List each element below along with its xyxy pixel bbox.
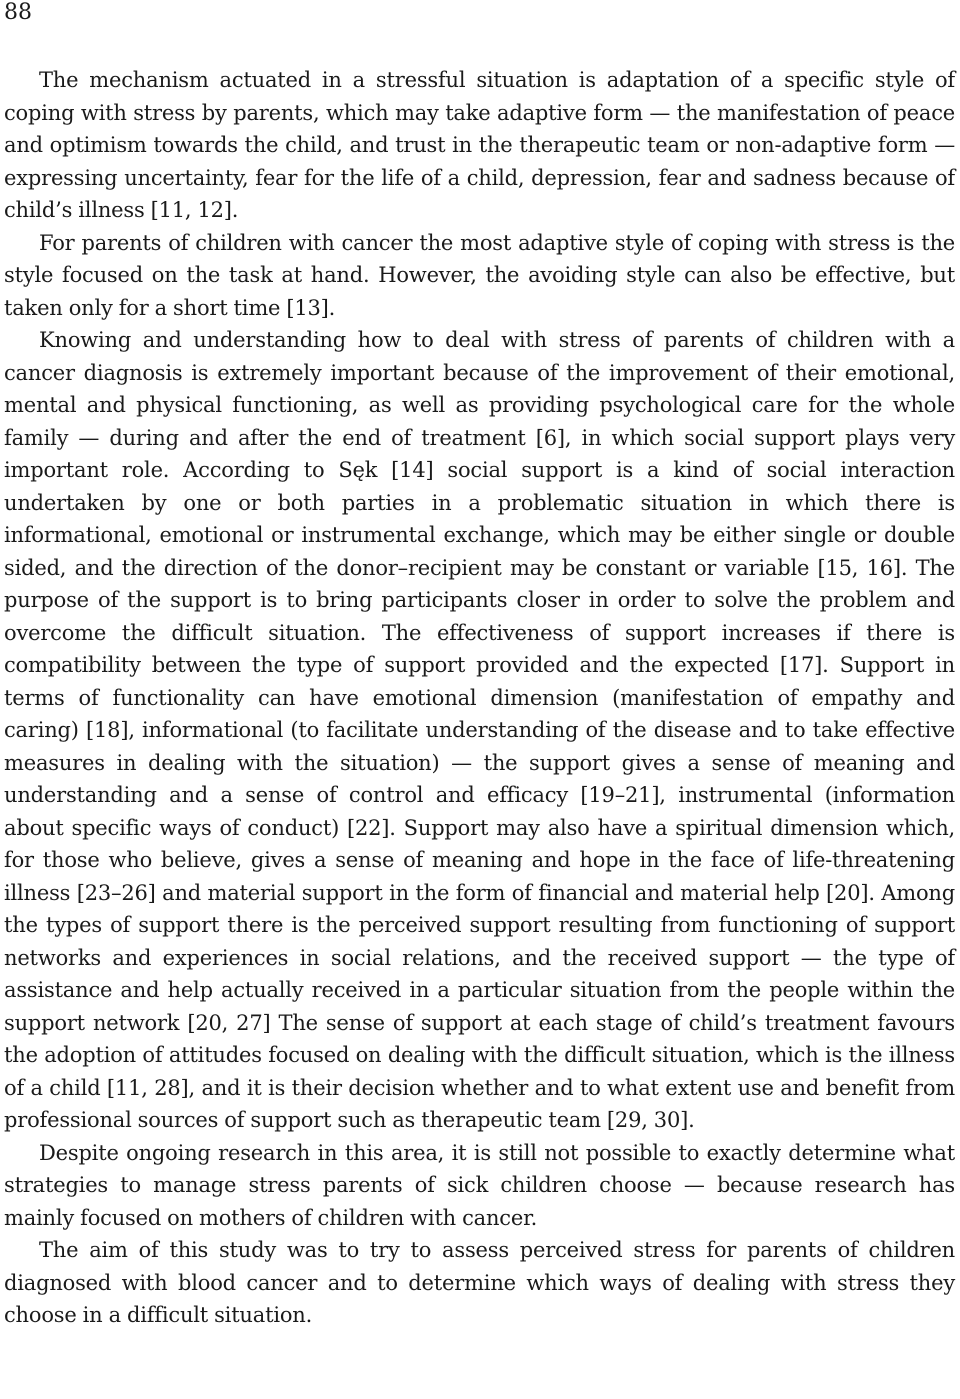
paragraph-adaptive-style: For parents of children with cancer the most adaptive style of coping with stress is the style focused on the task at hand. However, the avoiding style can also be effective, but taken only for a short time [13].	[4, 230, 955, 320]
paragraph-study-aim: The aim of this study was to try to assess perceived stress for parents of children diagnosed with blood cancer and to determine which ways of dealing with stress they choose in a difficult situation.	[4, 1238, 955, 1327]
paragraph-coping-mechanism: The mechanism actuated in a stressful situation is adaptation of a specific style of coping with stress by parents, which may take adaptive form — the manifestation of peace and optimism towards the child, and trust in the therapeutic team or non-adaptive form — expressing uncertainty, fear for the life of a child, depression, fear and sadness because of child’s illness [11, 12].	[4, 68, 955, 222]
paragraph-research-gap: Despite ongoing research in this area, it is still not possible to exactly determine what strategies to manage stress parents of sick children choose — because research has mainly focused on mothers of children with cancer.	[4, 1140, 955, 1230]
paragraph-social-support: Knowing and understanding how to deal with stress of parents of children with a cancer diagnosis is extremely important because of the improvement of their emotional, mental and physical functioning, as well as providing psychological care for the whole family — during and after the end of treatment [6], in which social support plays very important role. According to Sęk [14] social support is a kind of social interaction undertaken by one or both parties in a problematic situation in which there is informational, emotional or instrumental exchange, which may be either single or double sided, and the direction of the donor–recipient may be constant or variable [15, 16]. The purpose of the support is to bring participants closer in order to solve the problem and overcome the difficult situation. The effectiveness of support increases if there is compatibility between the type of support provided and the expected [17]. Support in terms of functionality can have emotional dimension (manifestation of empathy and caring) [18], informational (to facilitate understanding of the disease and to take effective measures in dealing with the situation) — the support gives a sense of meaning and understanding and a sense of control and efficacy [19–21], instrumental (information about specific ways of conduct) [22]. Support may also have a spiritual dimension which, for those who believe, gives a sense of meaning and hope in the face of life-threatening illness [23–26] and material support in the form of financial and material help [20]. Among the types of support there is the perceived support resulting from functioning of support networks and experiences in social relations, and the received support — the type of assistance and help actually received in a particular situation from the people within the support network [20, 27] The sense of support at each stage of child’s treatment favours the adoption of attitudes focused on dealing with the difficult situation, which is the illness of a child [11, 28], and it is their decision whether and to what extent use and benefit from professional sources of support such as therapeutic team [29, 30].	[4, 328, 955, 1132]
page-number: 88	[4, 0, 32, 25]
body-text	[4, 64, 955, 1332]
